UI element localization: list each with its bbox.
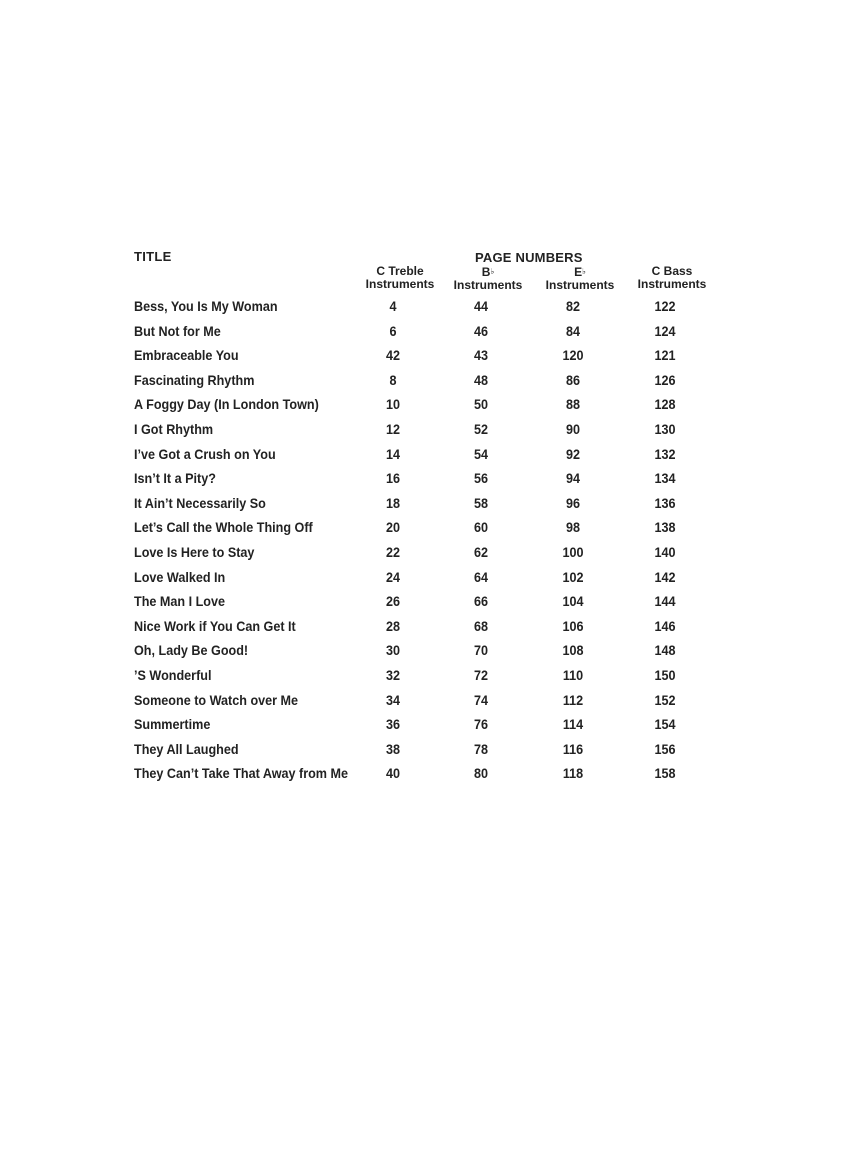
- e-flat-page: 82: [565, 298, 580, 314]
- c-treble-page: 18: [385, 494, 400, 511]
- c-bass-page: 154: [654, 716, 676, 733]
- e-flat-page: 104: [562, 593, 584, 610]
- table-row: [134, 466, 674, 491]
- b-flat-page: 66: [473, 593, 488, 610]
- c-bass-header-line1: C Bass: [651, 264, 693, 278]
- title-column-header: TITLE: [134, 249, 172, 264]
- b-flat-page: 54: [473, 445, 488, 462]
- e-flat-page: 108: [562, 642, 584, 659]
- c-bass-page: 148: [654, 642, 676, 659]
- song-title: They All Laughed: [134, 740, 239, 757]
- song-title: Someone to Watch over Me: [134, 691, 299, 708]
- table-row: [134, 761, 674, 786]
- table-row: [134, 638, 674, 663]
- c-bass-page: 136: [654, 494, 676, 511]
- c-treble-page: 20: [385, 519, 400, 536]
- c-bass-page: 126: [654, 371, 676, 388]
- c-bass-column-header: [627, 265, 717, 291]
- b-flat-page: 52: [473, 420, 488, 437]
- e-flat-page: 88: [565, 396, 580, 413]
- c-treble-page: 10: [385, 396, 400, 413]
- c-bass-page: 140: [654, 543, 676, 560]
- e-flat-page: 90: [565, 420, 580, 437]
- c-bass-page: 124: [654, 322, 676, 339]
- b-flat-page: 64: [473, 568, 488, 585]
- song-title: But Not for Me: [134, 322, 221, 339]
- table-row: [134, 294, 674, 319]
- e-flat-page: 96: [565, 494, 580, 511]
- e-flat-header-line2: Instruments: [545, 278, 615, 292]
- song-title: They Can’t Take That Away from Me: [134, 765, 349, 782]
- b-flat-page: 44: [473, 298, 488, 314]
- table-row: [134, 515, 674, 540]
- song-title: I’ve Got a Crush on You: [134, 445, 276, 462]
- song-title: Fascinating Rhythm: [134, 371, 255, 388]
- c-bass-page: 138: [654, 519, 676, 536]
- table-row: [134, 319, 674, 344]
- c-bass-page: 130: [654, 420, 676, 437]
- c-treble-page: 16: [385, 470, 400, 487]
- c-treble-page: 30: [385, 642, 400, 659]
- c-treble-page: 38: [385, 740, 400, 757]
- c-bass-page: 122: [654, 298, 676, 314]
- e-flat-column-header: [535, 265, 625, 292]
- song-title: Embraceable You: [134, 347, 239, 364]
- e-flat-page: 106: [562, 617, 584, 634]
- b-flat-page: 60: [473, 519, 488, 536]
- c-bass-page: 142: [654, 568, 676, 585]
- b-flat-header-line1: [443, 265, 533, 279]
- table-row: [134, 442, 674, 467]
- e-flat-header-line1: [535, 265, 625, 279]
- e-flat-page: 110: [562, 666, 584, 683]
- c-bass-page: 128: [654, 396, 676, 413]
- c-treble-page: 36: [385, 716, 400, 733]
- song-title: ’S Wonderful: [134, 666, 212, 683]
- c-treble-page: 4: [389, 298, 397, 314]
- c-bass-page: 121: [654, 347, 676, 364]
- c-bass-page: 158: [654, 765, 676, 782]
- c-bass-page: 156: [654, 740, 676, 757]
- b-flat-page: 72: [473, 666, 488, 683]
- b-flat-page: 56: [473, 470, 488, 487]
- b-flat-column-header: [443, 265, 533, 292]
- table-row: [134, 565, 674, 590]
- c-treble-page: 32: [385, 666, 400, 683]
- b-flat-page: 50: [473, 396, 488, 413]
- table-row: [134, 368, 674, 393]
- b-flat-page: 80: [473, 765, 488, 782]
- c-treble-page: 40: [385, 765, 400, 782]
- c-bass-page: 134: [654, 470, 676, 487]
- b-flat-header-letter: B: [481, 265, 491, 279]
- c-treble-page: 22: [385, 543, 400, 560]
- song-title: Summertime: [134, 716, 211, 733]
- c-bass-page: 146: [654, 617, 676, 634]
- page-numbers-header: PAGE NUMBERS: [475, 250, 583, 265]
- e-flat-page: 98: [565, 519, 580, 536]
- table-row: [134, 712, 674, 737]
- table-row: [134, 491, 674, 516]
- b-flat-page: 78: [473, 740, 488, 757]
- table-row: [134, 540, 674, 565]
- b-flat-page: 58: [473, 494, 488, 511]
- table-row: [134, 343, 674, 368]
- table-row: [134, 688, 674, 713]
- song-title: Love Is Here to Stay: [134, 543, 255, 560]
- b-flat-page: 62: [473, 543, 488, 560]
- song-title: It Ain’t Necessarily So: [134, 494, 266, 511]
- e-flat-header-letter: E: [574, 265, 583, 279]
- song-title: Nice Work if You Can Get It: [134, 617, 296, 634]
- c-treble-page: 28: [385, 617, 400, 634]
- c-treble-page: 8: [389, 371, 397, 388]
- song-title: The Man I Love: [134, 593, 226, 610]
- c-treble-page: 12: [385, 420, 400, 437]
- table-row: [134, 614, 674, 639]
- e-flat-page: 84: [565, 322, 580, 339]
- c-bass-page: 144: [654, 593, 676, 610]
- song-title: Let’s Call the Whole Thing Off: [134, 519, 313, 536]
- e-flat-page: 102: [562, 568, 584, 585]
- e-flat-page: 92: [565, 445, 580, 462]
- song-title: A Foggy Day (In London Town): [134, 396, 319, 413]
- c-bass-page: 152: [654, 691, 676, 708]
- song-title: Love Walked In: [134, 568, 226, 585]
- table-row: [134, 663, 674, 688]
- song-title: Isn’t It a Pity?: [134, 470, 216, 487]
- c-treble-page: 14: [385, 445, 400, 462]
- b-flat-page: 74: [473, 691, 488, 708]
- e-flat-page: 114: [562, 716, 584, 733]
- flat-sign-icon: ♭: [490, 267, 495, 276]
- e-flat-page: 94: [565, 470, 580, 487]
- b-flat-page: 48: [473, 371, 488, 388]
- c-treble-header-line1: C Treble: [376, 264, 424, 278]
- c-bass-page: 132: [654, 445, 676, 462]
- song-title: I Got Rhythm: [134, 420, 214, 437]
- c-bass-page: 150: [654, 666, 676, 683]
- c-treble-header-line2: Instruments: [365, 277, 435, 291]
- e-flat-page: 118: [562, 765, 584, 782]
- song-title: Oh, Lady Be Good!: [134, 642, 249, 659]
- e-flat-page: 86: [565, 371, 580, 388]
- b-flat-page: 43: [473, 347, 488, 364]
- flat-sign-icon: ♭: [582, 267, 586, 276]
- c-bass-header-line2: Instruments: [637, 277, 707, 291]
- e-flat-page: 112: [562, 691, 584, 708]
- e-flat-page: 120: [562, 347, 584, 364]
- b-flat-page: 70: [473, 642, 488, 659]
- b-flat-page: 68: [473, 617, 488, 634]
- table-row: [134, 737, 674, 762]
- e-flat-page: 100: [562, 543, 584, 560]
- b-flat-page: 76: [473, 716, 488, 733]
- table-row: [134, 589, 674, 614]
- e-flat-page: 116: [562, 740, 584, 757]
- c-treble-page: 6: [389, 322, 397, 339]
- b-flat-page: 46: [473, 322, 488, 339]
- b-flat-header-line2: Instruments: [453, 278, 523, 292]
- c-treble-column-header: [355, 265, 445, 291]
- song-list: [134, 294, 734, 786]
- table-row: [134, 417, 674, 442]
- c-treble-page: 42: [385, 347, 400, 364]
- table-row: [134, 392, 674, 417]
- song-title: Bess, You Is My Woman: [134, 298, 278, 314]
- c-treble-page: 34: [385, 691, 400, 708]
- c-treble-page: 26: [385, 593, 400, 610]
- c-treble-page: 24: [385, 568, 400, 585]
